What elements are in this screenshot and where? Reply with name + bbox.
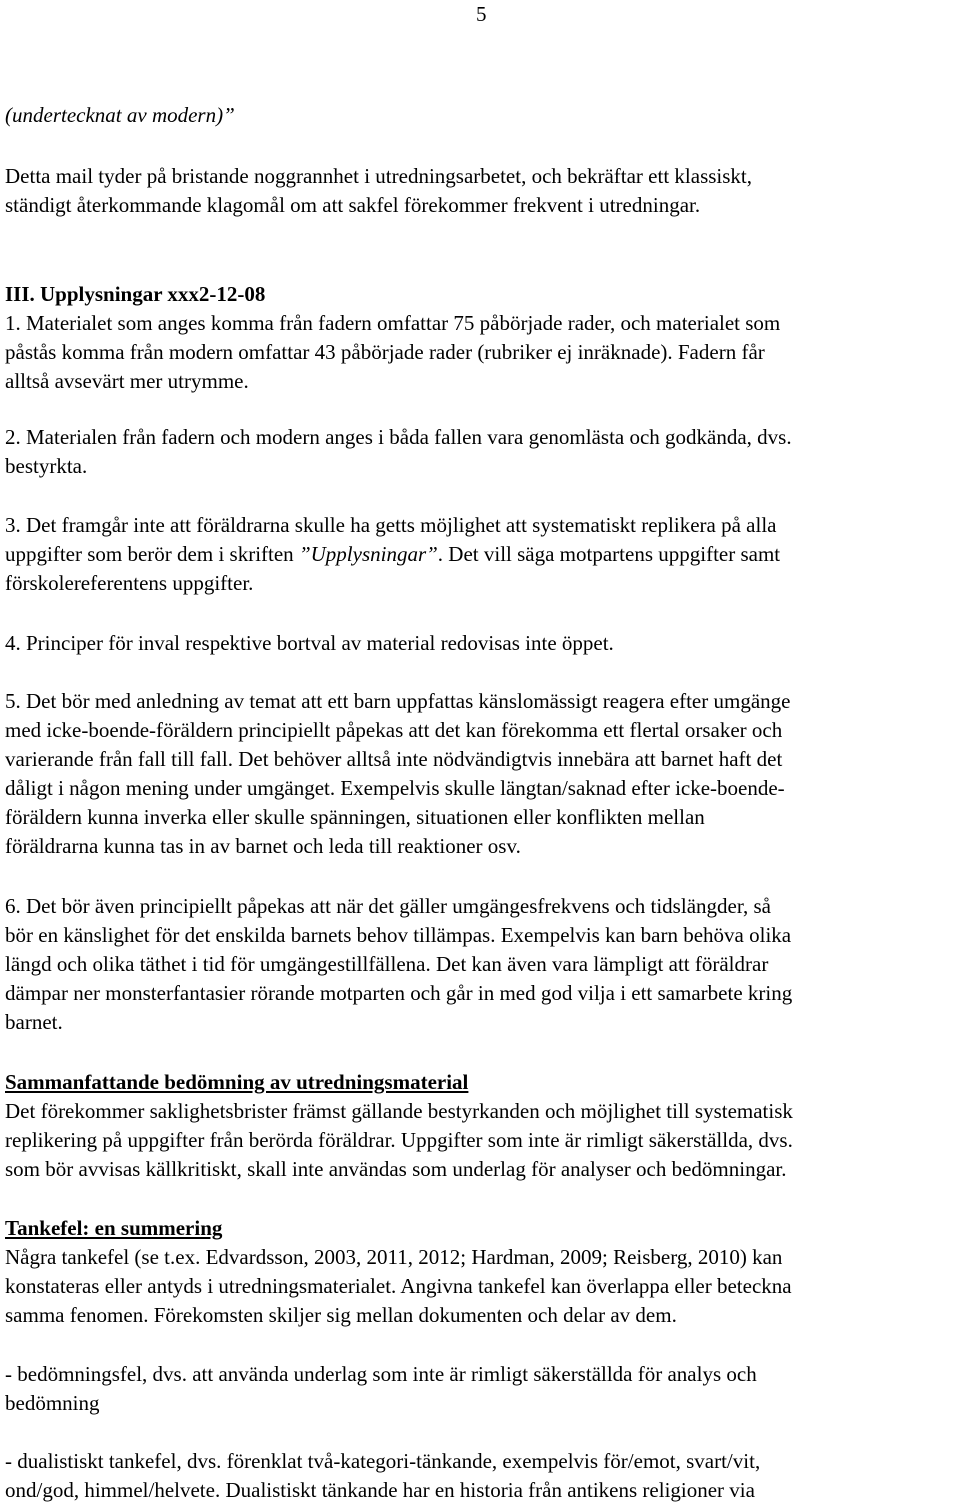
item-line: påstås komma från modern omfattar 43 påbörjade rader (rubriker ej inräknade). Fadern får [5,340,765,364]
intro-line: Detta mail tyder på bristande noggrannhet i utredningsarbetet, och bekräftar ett klassiskt, [5,164,753,188]
item-line: alltså avsevärt mer utrymme. [5,369,249,393]
item-line: 3. Det framgår inte att föräldrarna skulle ha getts möjlighet att systematiskt replikera på alla [5,513,777,537]
item-line: förskolereferentens uppgifter. [5,571,254,595]
item-line: - bedömningsfel, dvs. att använda underlag som inte är rimligt säkerställda för analys och [5,1362,757,1386]
item-line: dämpar ner monsterfantasier rörande motparten och går in med god vilja i ett samarbete kring [5,981,793,1005]
item-line: 1. Materialet som anges komma från fadern omfattar 75 påbörjade rader, och materialet som [5,311,781,335]
item-text: uppgifter som berör dem i skriften [5,542,299,566]
item-line: dåligt i någon mening under umgänget. Exempelvis skulle längtan/saknad efter icke-boende- [5,776,785,800]
paragraph-line: samma fenomen. Förekomsten skiljer sig mellan dokumenten och delar av dem. [5,1303,677,1327]
item-line: barnet. [5,1010,63,1034]
item-line: med icke-boende-föräldern principiellt påpekas att det kan förekomma ett flertal orsaker och [5,718,783,742]
paragraph-line: konstateras eller antyds i utredningsmaterialet. Angivna tankefel kan överlappa eller beteckna [5,1274,792,1298]
item-line: bestyrkta. [5,454,88,478]
item-line: längd och olika täthet i tid för umgängestillfällena. Det kan även vara lämpligt att föräldrar [5,952,769,976]
summary-line: replikering på uppgifter från berörda föräldrar. Uppgifter som inte är rimligt säkerställda, dvs. [5,1128,793,1152]
item-line: 2. Materialen från fadern och modern anges i båda fallen vara genomlästa och godkända, dvs. [5,425,792,449]
summary-line: som bör avvisas källkritiskt, skall inte användas som underlag för analyser och bedömningar. [5,1157,787,1181]
item-line: föräldern kunna inverka eller skulle spänningen, situationen eller konflikten mellan [5,805,705,829]
summary-heading: Sammanfattande bedömning av utredningsmaterial [5,1070,469,1094]
document-title: ”Upplysningar” [298,542,438,566]
item-line: 6. Det bör även principiellt påpekas att när det gäller umgängesfrekvens och tidslängder, så [5,894,771,918]
item-line: 5. Det bör med anledning av temat att ett barn uppfattas känslomässigt reagera efter umgänge [5,689,791,713]
item-line: föräldrarna kunna tas in av barnet och leda till reaktioner osv. [5,834,521,858]
item-line: - dualistiskt tankefel, dvs. förenklat två-kategori-tänkande, exempelvis för/emot, svart/vit, [5,1449,761,1473]
item-line: bedömning [5,1391,100,1415]
paragraph-line: Några tankefel (se t.ex. Edvardsson, 2003, 2011, 2012; Hardman, 2009; Reisberg, 2010) kan [5,1245,783,1269]
item-line: 4. Principer för inval respektive bortval av material redovisas inte öppet. [5,631,614,655]
summary-line: Det förekommer saklighetsbrister främst gällande bestyrkanden och möjlighet till systematisk [5,1099,793,1123]
item-line: varierande från fall till fall. Det behöver alltså inte nödvändigtvis innebära att barnet haft det [5,747,783,771]
section-heading-upplysningar: III. Upplysningar xxx2-12-08 [5,282,266,306]
item-text: . Det vill säga motpartens uppgifter samt [437,542,781,566]
signature-note: (undertecknat av modern)” [5,103,235,127]
item-line [5,540,960,569]
intro-line: ständigt återkommande klagomål om att sakfel förekommer frekvent i utredningar. [5,193,701,217]
thinking-errors-heading: Tankefel: en summering [5,1216,223,1240]
page-number: 5 [476,2,487,26]
item-line: bör en känslighet för det enskilda barnets behov tillämpas. Exempelvis kan barn behöva olika [5,923,792,947]
item-line: ond/god, himmel/helvete. Dualistiskt tänkande har en historia från antikens religioner via [5,1478,755,1502]
